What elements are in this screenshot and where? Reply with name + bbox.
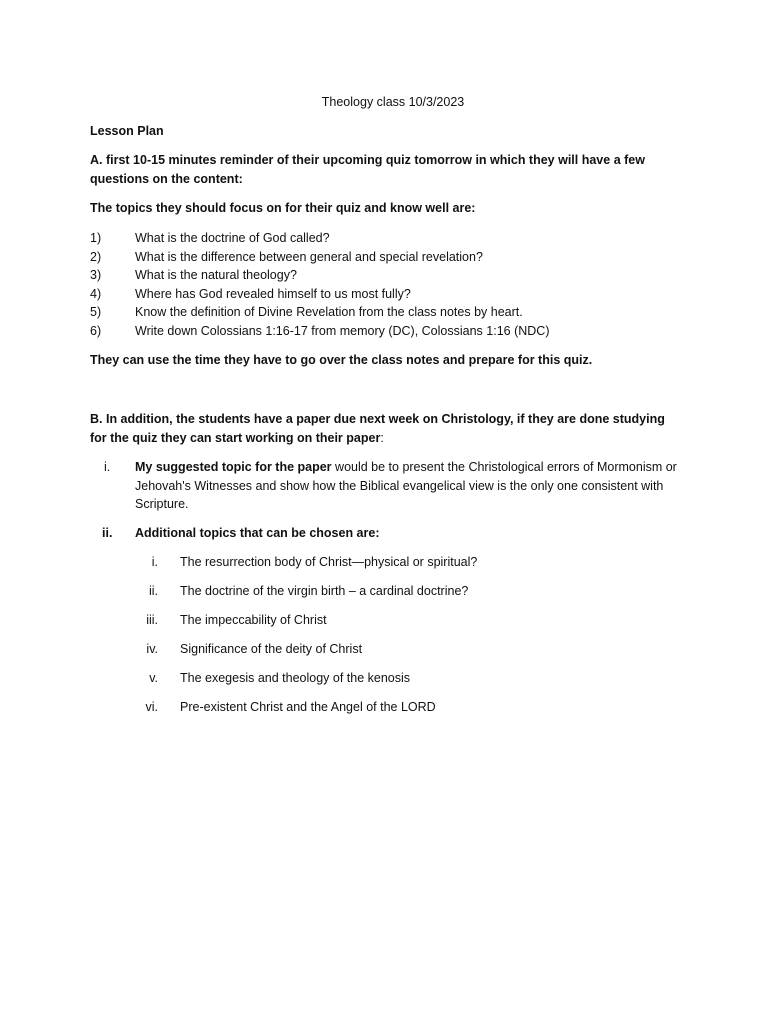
list-item	[90, 611, 680, 630]
roman-numeral: ii.	[102, 526, 113, 540]
list-item-number: 1)	[90, 231, 102, 245]
lesson-plan-heading: Lesson Plan	[90, 124, 164, 138]
suggested-topic-text	[135, 458, 680, 514]
list-item-text: The exegesis and theology of the kenosis	[180, 671, 411, 685]
list-item-number: 2)	[90, 249, 102, 264]
suggested-topic-body: would be to present the Christological errors of Mormonism or Jehovah's Witnesses and show how the Biblical evangelical view is the only one consistent with Scripture.	[135, 460, 677, 512]
list-item-number: i.	[151, 555, 158, 569]
section-b-intro-bold: B. In addition, the students have a paper due next week on Christology, if they are done studying for the quiz they can start working on their paper	[90, 412, 665, 445]
list-item	[90, 248, 680, 267]
list-item-text: The impeccability of Christ	[180, 613, 327, 627]
list-item	[90, 698, 680, 717]
list-item-number: ii.	[148, 584, 158, 598]
list-item-text: Where has God revealed himself to us most fully?	[135, 286, 411, 301]
section-a-intro: A. first 10-15 minutes reminder of their upcoming quiz tomorrow in which they will have a few questions on the content:	[90, 153, 645, 186]
list-item-text: Pre-existent Christ and the Angel of the LORD	[180, 700, 436, 714]
list-item-text: The doctrine of the virgin birth – a cardinal doctrine?	[180, 584, 469, 598]
list-item-number: 4)	[90, 286, 102, 301]
list-item	[90, 582, 680, 601]
list-item-number: 6)	[90, 323, 102, 338]
list-item-text: What is the doctrine of God called?	[135, 231, 330, 245]
list-item	[90, 640, 680, 659]
list-item-text: Know the definition of Divine Revelation from the class notes by heart.	[135, 305, 523, 320]
list-item-text: The resurrection body of Christ—physical or spiritual?	[180, 555, 478, 569]
list-item	[90, 285, 680, 304]
list-item	[90, 553, 680, 572]
list-item-number: v.	[149, 671, 158, 685]
list-item-number: vi.	[145, 700, 158, 714]
list-item-number: 5)	[90, 305, 102, 320]
list-item-text: Significance of the deity of Christ	[180, 642, 363, 656]
list-item-text: What is the difference between general and special revelation?	[135, 249, 483, 264]
list-item-number: iii.	[146, 613, 158, 627]
section-a-closing: They can use the time they have to go over the class notes and prepare for this quiz.	[90, 353, 593, 367]
quiz-topic-list	[90, 229, 680, 341]
list-item-number: 3)	[90, 268, 102, 283]
suggested-topic-label: My suggested topic for the paper	[135, 460, 332, 474]
list-item	[90, 229, 680, 248]
roman-numeral: i.	[104, 460, 111, 474]
document-title: Theology class 10/3/2023	[321, 95, 465, 109]
list-item-text: What is the natural theology?	[135, 268, 297, 283]
list-item	[90, 266, 680, 285]
list-item-number: iv.	[146, 642, 158, 656]
list-item	[90, 303, 680, 322]
section-b-intro-colon: :	[380, 430, 384, 445]
quiz-topics-lead: The topics they should focus on for their quiz and know well are:	[90, 201, 476, 215]
list-item	[90, 669, 680, 688]
section-b-intro	[90, 410, 680, 447]
list-item-text: Write down Colossians 1:16-17 from memory (DC), Colossians 1:16 (NDC)	[135, 323, 550, 338]
additional-topics-label: Additional topics that can be chosen are:	[135, 526, 380, 540]
list-item	[90, 322, 680, 341]
